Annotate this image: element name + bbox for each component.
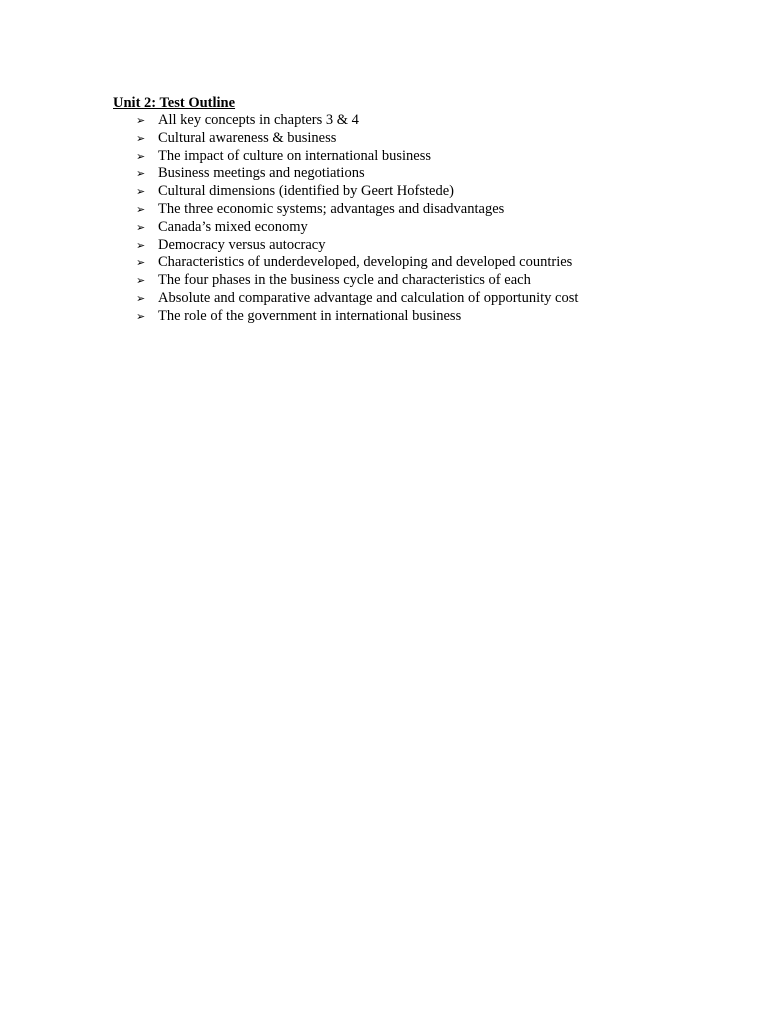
list-item bbox=[136, 148, 578, 166]
arrow-bullet-icon: ➢ bbox=[136, 149, 146, 163]
arrow-bullet-icon: ➢ bbox=[136, 131, 146, 145]
list-item bbox=[136, 219, 578, 237]
list-item-text: All key concepts in chapters 3 & 4 bbox=[158, 112, 359, 128]
list-item-text: The impact of culture on international business bbox=[158, 147, 432, 164]
list-item-text: Cultural dimensions (identified by Geert Hofstede) bbox=[158, 183, 454, 200]
list-item-text: The three economic systems; advantages and disadvantages bbox=[158, 200, 505, 217]
list-item bbox=[136, 201, 578, 219]
outline-list bbox=[136, 112, 578, 326]
list-item bbox=[136, 112, 578, 130]
list-item bbox=[136, 308, 578, 326]
arrow-bullet-icon: ➢ bbox=[136, 185, 146, 199]
list-item-text: Cultural awareness & business bbox=[158, 129, 337, 146]
arrow-bullet-icon: ➢ bbox=[136, 309, 146, 323]
arrow-bullet-icon: ➢ bbox=[136, 274, 146, 288]
list-item bbox=[136, 165, 578, 183]
arrow-bullet-icon: ➢ bbox=[136, 114, 146, 127]
arrow-bullet-icon: ➢ bbox=[136, 238, 146, 252]
arrow-bullet-icon: ➢ bbox=[136, 291, 146, 305]
list-item bbox=[136, 272, 578, 290]
arrow-bullet-icon: ➢ bbox=[136, 220, 146, 234]
list-item bbox=[136, 254, 578, 272]
list-item-text: Business meetings and negotiations bbox=[158, 165, 365, 182]
list-item bbox=[136, 237, 578, 255]
list-item bbox=[136, 130, 578, 148]
arrow-bullet-icon: ➢ bbox=[136, 202, 146, 216]
arrow-bullet-icon: ➢ bbox=[136, 167, 146, 181]
list-item bbox=[136, 290, 578, 308]
list-item-text: The role of the government in international business bbox=[158, 307, 462, 324]
arrow-bullet-icon: ➢ bbox=[136, 256, 146, 270]
list-item-text: Absolute and comparative advantage and calculation of opportunity cost bbox=[158, 289, 579, 306]
list-item-text: Democracy versus autocracy bbox=[158, 236, 326, 253]
list-item-text: The four phases in the business cycle and characteristics of each bbox=[158, 272, 531, 289]
page-title: Unit 2: Test Outline bbox=[113, 95, 236, 111]
list-item-text: Characteristics of underdeveloped, developing and developed countries bbox=[158, 254, 573, 271]
list-item-text: Canada’s mixed economy bbox=[158, 218, 308, 235]
list-item bbox=[136, 183, 578, 201]
